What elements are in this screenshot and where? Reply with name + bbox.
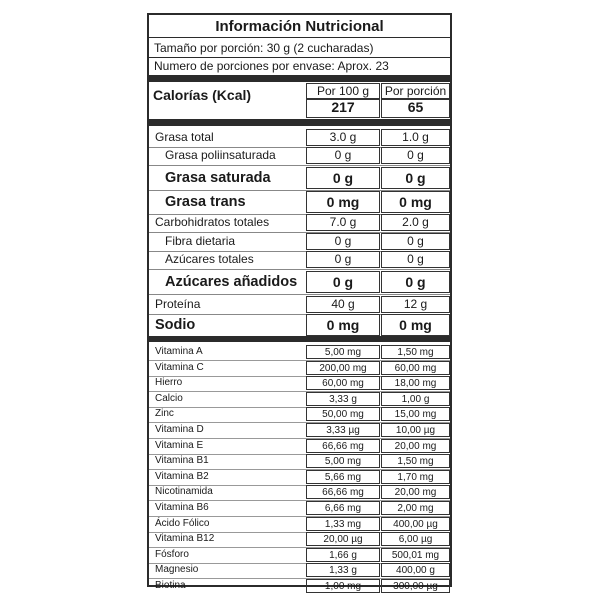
nutrient-value-per-portion: 0 mg bbox=[381, 314, 450, 336]
nutrient-name: Sodio bbox=[155, 317, 196, 333]
nutrient-name: Fibra dietaria bbox=[165, 234, 236, 248]
vitamin-value-per-100g: 60,00 mg bbox=[306, 376, 380, 390]
vitamin-value-per-portion: 18,00 mg bbox=[381, 376, 450, 390]
nutrient-value-per-100g: 7.0 g bbox=[306, 214, 380, 231]
vitamin-name: Fósforo bbox=[155, 549, 189, 560]
vitamin-value-per-portion: 500,01 mg bbox=[381, 548, 450, 562]
vitamin-name: Vitamina B1 bbox=[155, 455, 209, 466]
nutrient-value-per-100g: 40 g bbox=[306, 296, 380, 313]
nutrient-value-per-portion: 0 mg bbox=[381, 191, 450, 213]
row-divider bbox=[149, 294, 450, 295]
vitamin-name: Nicotinamida bbox=[155, 486, 213, 497]
nutrient-value-per-100g: 0 g bbox=[306, 233, 380, 250]
divider bbox=[149, 37, 450, 38]
vitamin-value-per-portion: 400,00 µg bbox=[381, 517, 450, 531]
nutrient-name: Azúcares añadidos bbox=[165, 274, 298, 290]
label-title: Información Nutricional bbox=[215, 18, 384, 35]
serving-size: Tamaño por porción: 30 g (2 cucharadas) bbox=[154, 41, 374, 55]
nutrient-value-per-100g: 0 g bbox=[306, 147, 380, 164]
vitamin-value-per-portion: 300,00 µg bbox=[381, 579, 450, 593]
vitamin-value-per-portion: 1,70 mg bbox=[381, 470, 450, 484]
vitamin-value-per-100g: 3,33 g bbox=[306, 392, 380, 406]
nutrient-value-per-portion: 0 g bbox=[381, 271, 450, 293]
thick-divider bbox=[149, 119, 450, 126]
vitamin-name: Vitamina B12 bbox=[155, 533, 215, 544]
vitamin-name: Vitamina B2 bbox=[155, 471, 209, 482]
vitamin-name: Vitamina A bbox=[155, 346, 203, 357]
nutrient-value-per-portion: 1.0 g bbox=[381, 129, 450, 146]
vitamin-value-per-100g: 1,33 mg bbox=[306, 517, 380, 531]
vitamin-name: Hierro bbox=[155, 377, 183, 388]
vitamin-name: Vitamina D bbox=[155, 424, 204, 435]
nutrient-value-per-100g: 0 mg bbox=[306, 314, 380, 336]
nutrient-name: Carbohidratos totales bbox=[155, 215, 270, 229]
vitamin-name: Vitamina B6 bbox=[155, 502, 209, 513]
nutrient-value-per-100g: 0 mg bbox=[306, 191, 380, 213]
nutrient-value-per-portion: 12 g bbox=[381, 296, 450, 313]
nutrient-name: Proteína bbox=[155, 297, 201, 311]
nutrient-name: Grasa trans bbox=[165, 194, 246, 210]
nutrition-facts-label bbox=[147, 13, 452, 592]
vitamin-value-per-100g: 6,66 mg bbox=[306, 501, 380, 515]
nutrient-name: Azúcares totales bbox=[165, 252, 254, 266]
nutrient-value-per-portion: 0 g bbox=[381, 167, 450, 189]
vitamin-value-per-100g: 1,66 g bbox=[306, 548, 380, 562]
nutrient-name: Grasa poliinsaturada bbox=[165, 148, 276, 162]
nutrient-value-per-portion: 0 g bbox=[381, 251, 450, 268]
vitamin-value-per-portion: 20,00 mg bbox=[381, 439, 450, 453]
vitamin-value-per-portion: 15,00 mg bbox=[381, 407, 450, 421]
vitamin-value-per-portion: 1,00 g bbox=[381, 392, 450, 406]
col-header-per-100g: Por 100 g bbox=[306, 83, 380, 99]
nutrient-value-per-portion: 0 g bbox=[381, 147, 450, 164]
calories-label: Calorías (Kcal) bbox=[153, 87, 252, 103]
vitamin-name: Magnesio bbox=[155, 564, 199, 575]
nutrient-name: Grasa saturada bbox=[165, 170, 271, 186]
vitamin-value-per-portion: 2,00 mg bbox=[381, 501, 450, 515]
calories-per-portion: 65 bbox=[381, 99, 450, 118]
thick-divider bbox=[149, 75, 450, 82]
vitamin-value-per-100g: 50,00 mg bbox=[306, 407, 380, 421]
col-header-per-portion: Por porción bbox=[381, 83, 450, 99]
vitamin-value-per-portion: 60,00 mg bbox=[381, 361, 450, 375]
vitamin-value-per-100g: 5,00 mg bbox=[306, 345, 380, 359]
nutrient-value-per-portion: 0 g bbox=[381, 233, 450, 250]
vitamin-value-per-100g: 5,66 mg bbox=[306, 470, 380, 484]
row-divider bbox=[149, 269, 450, 270]
vitamin-value-per-portion: 1,50 mg bbox=[381, 345, 450, 359]
nutrient-value-per-100g: 0 g bbox=[306, 167, 380, 189]
vitamin-name: Biotina bbox=[155, 580, 186, 591]
row-divider bbox=[149, 165, 450, 166]
vitamin-name: Calcio bbox=[155, 393, 183, 404]
vitamin-value-per-portion: 1,50 mg bbox=[381, 454, 450, 468]
vitamin-value-per-portion: 10,00 µg bbox=[381, 423, 450, 437]
vitamin-value-per-portion: 400,00 g bbox=[381, 563, 450, 577]
vitamin-value-per-100g: 200,00 mg bbox=[306, 361, 380, 375]
vitamin-value-per-100g: 1,33 g bbox=[306, 563, 380, 577]
vitamin-value-per-100g: 20,00 µg bbox=[306, 532, 380, 546]
nutrient-value-per-portion: 2.0 g bbox=[381, 214, 450, 231]
vitamin-name: Vitamina C bbox=[155, 362, 204, 373]
nutrient-value-per-100g: 3.0 g bbox=[306, 129, 380, 146]
vitamin-value-per-100g: 66,66 mg bbox=[306, 439, 380, 453]
nutrient-value-per-100g: 0 g bbox=[306, 271, 380, 293]
thick-divider bbox=[149, 336, 450, 342]
nutrient-value-per-100g: 0 g bbox=[306, 251, 380, 268]
calories-per-100g: 217 bbox=[306, 99, 380, 118]
servings-per-container: Numero de porciones por envase: Aprox. 23 bbox=[154, 59, 389, 73]
vitamin-name: Ácido Fólico bbox=[155, 518, 210, 529]
vitamin-value-per-100g: 3,33 µg bbox=[306, 423, 380, 437]
vitamin-value-per-100g: 66,66 mg bbox=[306, 485, 380, 499]
vitamin-name: Vitamina E bbox=[155, 440, 204, 451]
vitamin-value-per-100g: 1,00 mg bbox=[306, 579, 380, 593]
vitamin-value-per-portion: 20,00 mg bbox=[381, 485, 450, 499]
vitamin-value-per-100g: 5,00 mg bbox=[306, 454, 380, 468]
vitamin-name: Zinc bbox=[155, 408, 174, 419]
nutrient-name: Grasa total bbox=[155, 130, 214, 144]
vitamin-value-per-portion: 6,00 µg bbox=[381, 532, 450, 546]
divider bbox=[149, 57, 450, 58]
